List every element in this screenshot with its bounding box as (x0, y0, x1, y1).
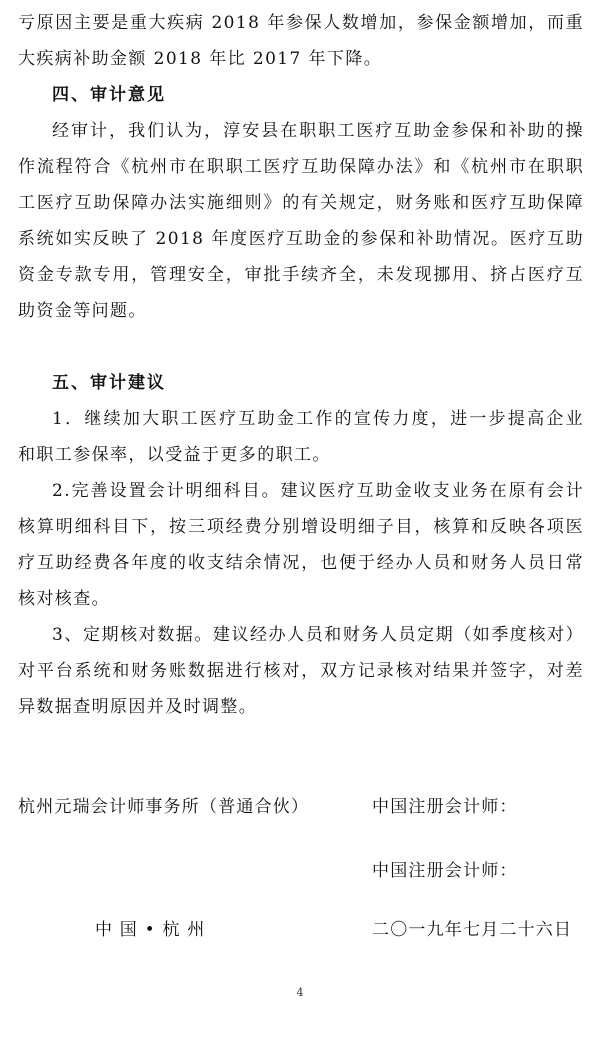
body-text-line: 大疾病补助金额 2018 年比 2017 年下降。 (18, 49, 383, 69)
body-text-line: 亏原因主要是重大疾病 2018 年参保人数增加，参保金额增加，而重 (18, 13, 584, 33)
body-text-line: 核算明细科目下，按三项经费分别增设明细子目，核算和反映各项医 (18, 517, 584, 537)
page-number: 4 (296, 986, 304, 999)
section-heading-audit-suggestions: 五、审计建议 (52, 373, 166, 393)
section-heading-audit-opinion: 四、审计意见 (52, 85, 166, 105)
body-text-line: 对平台系统和财务账数据进行核对，双方记录核对结果并签字，对差 (18, 661, 584, 681)
body-text-line: 3、定期核对数据。建议经办人员和财务人员定期（如季度核对） (52, 625, 584, 645)
body-text-line: 工医疗互助保障办法实施细则》的有关规定，财务账和医疗互助保障 (18, 193, 584, 213)
accounting-firm-name: 杭州元瑞会计师事务所（普通合伙） (18, 797, 310, 817)
body-text-line: 疗互助经费各年度的收支结余情况，也便于经办人员和财务人员日常 (18, 553, 584, 573)
cpa-signature-label: 中国注册会计师： (372, 861, 518, 881)
signing-location: 中 国 • 杭 州 (95, 920, 206, 940)
body-text-line: 作流程符合《杭州市在职职工医疗互助保障办法》和《杭州市在职职 (18, 157, 584, 177)
body-text-line: 助资金等问题。 (18, 301, 147, 321)
body-text-line: 经审计，我们认为，淳安县在职职工医疗互助金参保和补助的操 (52, 121, 584, 141)
body-text-line: 核对核查。 (18, 589, 110, 609)
body-text-line: 2.完善设置会计明细科目。建议医疗互助金收支业务在原有会计 (52, 481, 584, 501)
body-text-line: 和职工参保率，以受益于更多的职工。 (18, 445, 331, 465)
body-text-line: 资金专款专用，管理安全，审批手续齐全，未发现挪用、挤占医疗互 (18, 265, 584, 285)
body-text-line: 1．继续加大职工医疗互助金工作的宣传力度，进一步提高企业 (52, 409, 584, 429)
body-text-line: 系统如实反映了 2018 年度医疗互助金的参保和补助情况。医疗互助 (18, 229, 584, 249)
signing-date: 二〇一九年七月二十六日 (372, 920, 573, 940)
cpa-signature-label: 中国注册会计师： (372, 797, 518, 817)
body-text-line: 异数据查明原因并及时调整。 (18, 697, 258, 717)
